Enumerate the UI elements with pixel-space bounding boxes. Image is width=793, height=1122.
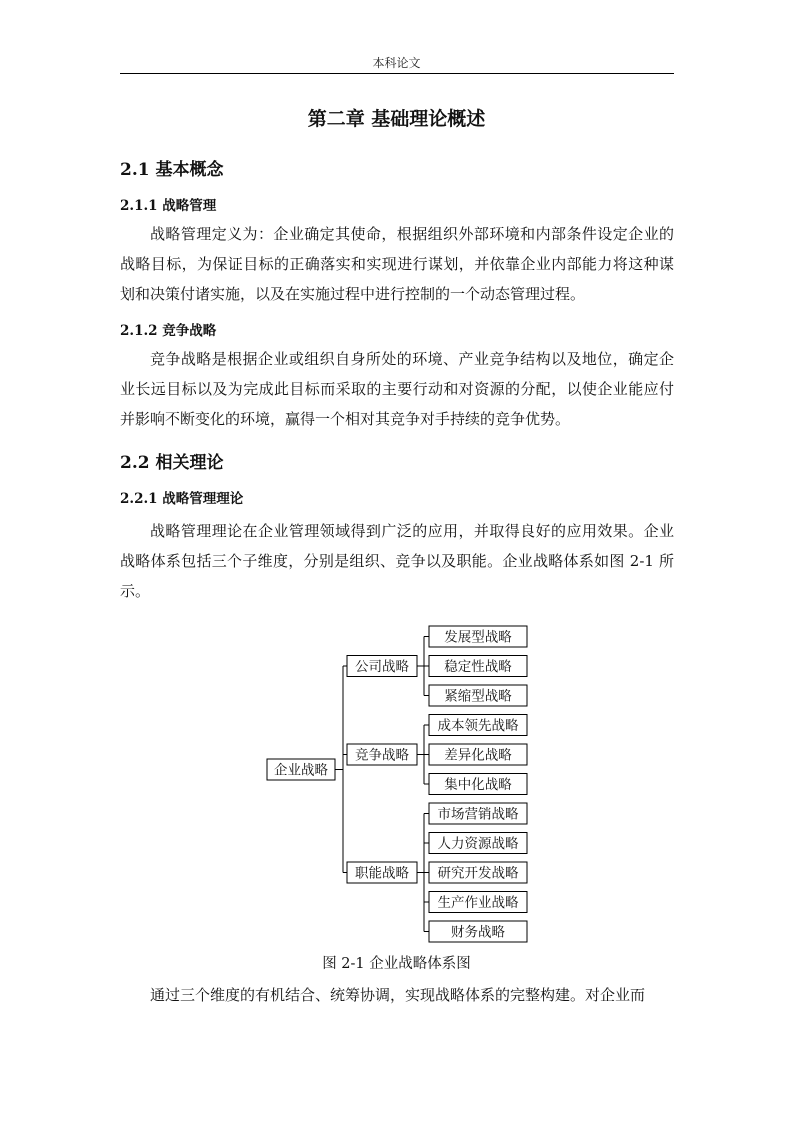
leaf-node — [429, 803, 527, 824]
root-node-label: 企业战略 — [274, 762, 328, 779]
leaf-node — [429, 626, 527, 647]
section-2-1-2-heading: 2.1.2 竞争战略 — [120, 323, 217, 339]
leaf-node-label: 紧缩型战略 — [444, 688, 512, 705]
root-node — [267, 759, 335, 780]
leaf-node-label: 研究开发战略 — [437, 865, 519, 882]
branch-node — [347, 744, 417, 765]
leaf-node — [429, 862, 527, 883]
leaf-node-label: 市场营销战略 — [437, 806, 519, 823]
branch-node-label: 公司战略 — [355, 659, 409, 675]
leaf-node — [429, 921, 527, 942]
leaf-node-label: 集中化战略 — [444, 777, 512, 793]
branch-node-label: 竞争战略 — [355, 747, 409, 764]
leaf-node-label: 人力资源战略 — [437, 836, 519, 852]
running-header: 本科论文 — [372, 56, 421, 70]
section-2-2-heading: 2.2 相关理论 — [120, 453, 224, 473]
section-2-1-heading: 2.1 基本概念 — [120, 160, 224, 180]
leaf-node — [429, 833, 527, 854]
section-2-2-1-paragraph: 战略管理理论在企业管理领域得到广泛的应用，并取得良好的应用效果。企业战略体系包括三个子维度，分别是组织、竞争以及职能。企业战略体系如图 2-1 所示。 — [120, 522, 674, 600]
leaf-node — [429, 685, 527, 706]
leaf-node-label: 财务战略 — [451, 924, 505, 941]
branch-node-label: 职能战略 — [355, 865, 409, 882]
leaf-node — [429, 656, 527, 677]
branch-node — [347, 862, 417, 883]
section-2-1-1-paragraph: 战略管理定义为：企业确定其使命，根据组织外部环境和内部条件设定企业的战略目标，为保证目标的正确落实和实现进行谋划，并依靠企业内部能力将这种谋划和决策付诸实施，以及在实施过程中进行控制的一个动态管理过程。 — [120, 225, 674, 303]
leaf-node-label: 发展型战略 — [444, 629, 512, 646]
leaf-node-label: 生产作业战略 — [437, 895, 519, 911]
leaf-node — [429, 774, 527, 795]
leaf-node-label: 差异化战略 — [444, 747, 512, 764]
section-2-1-2-paragraph: 竞争战略是根据企业或组织自身所处的环境、产业竞争结构以及地位，确定企业长远目标以及为完成此目标而采取的主要行动和对资源的分配，以使企业能应付并影响不断变化的环境，赢得一个相对其竞争对手持续的竞争优势。 — [120, 350, 674, 428]
section-2-1-1-heading: 2.1.1 战略管理 — [120, 198, 217, 214]
section-2-2-1-heading: 2.2.1 战略管理理论 — [120, 491, 244, 507]
leaf-node — [429, 892, 527, 913]
leaf-node-label: 成本领先战略 — [437, 718, 519, 734]
closing-paragraph: 通过三个维度的有机结合、统筹协调，实现战略体系的完整构建。对企业而 — [150, 986, 646, 1004]
leaf-node — [429, 744, 527, 765]
leaf-node — [429, 715, 527, 736]
branch-node — [347, 656, 417, 677]
chapter-title: 第二章 基础理论概述 — [307, 108, 486, 130]
figure-caption: 图 2-1 企业战略体系图 — [322, 956, 471, 972]
leaf-node-label: 稳定性战略 — [444, 659, 512, 675]
